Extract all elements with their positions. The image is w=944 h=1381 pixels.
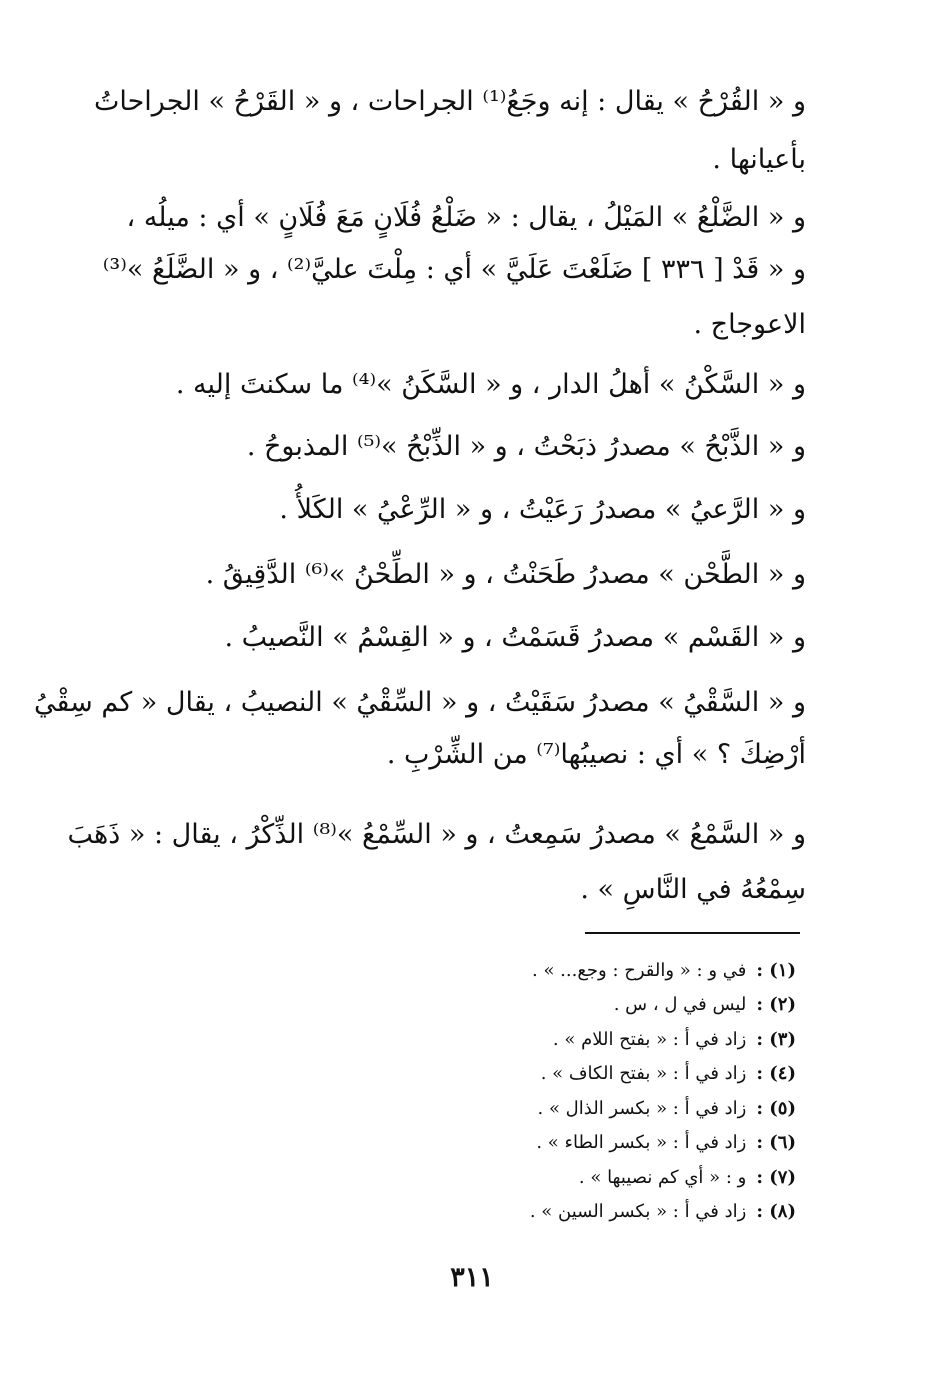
footnote xyxy=(579,1165,796,1191)
text-line: و « القُرْحُ » يقال : إنه وجَعُ⁽¹⁾ الجراحات ، و « القَرْحُ » الجراحاتُ xyxy=(93,86,806,117)
text-line: الاعوجاج . xyxy=(693,309,806,340)
text-line: بأعيانها . xyxy=(712,144,806,175)
text-line: و « القَسْم » مصدرُ قَسَمْتُ ، و « القِسْمُ » النَّصيبُ . xyxy=(224,622,806,653)
footnote-number: (٣) : xyxy=(756,1029,796,1050)
footnote xyxy=(614,992,796,1018)
footnote-number: (٨) : xyxy=(756,1201,796,1222)
footnote xyxy=(536,1130,796,1156)
footnote xyxy=(530,1199,796,1225)
footnote-number: (٥) : xyxy=(756,1098,796,1119)
footnote-number: (٢) : xyxy=(756,994,796,1015)
page-number: ٣١١ xyxy=(450,1262,494,1293)
footnote-number: (١) : xyxy=(756,960,796,981)
text-line: و « الطَّحْن » مصدرُ طَحَنْتُ ، و « الطِّحْنُ »⁽⁶⁾ الدَّقِيقُ . xyxy=(205,559,806,590)
footnote-number: (٦) : xyxy=(756,1132,796,1153)
text-line: و « الذَّبْحُ » مصدرُ ذبَحْتُ ، و « الذِّبْحُ »⁽⁵⁾ المذبوحُ . xyxy=(246,431,806,462)
footnote-text: زاد في أ : « بكسر السين » . xyxy=(529,1201,747,1222)
footnote-text: زاد في أ : « بفتح الكاف » . xyxy=(540,1063,747,1084)
text-line: أرْضِكَ ؟ » أي : نصيبُها⁽⁷⁾ من الشِّرْبِ . xyxy=(386,739,806,770)
footnote-text: زاد في أ : « بكسر الذال » . xyxy=(537,1098,747,1119)
footnote-text: زاد في أ : « بفتح اللام » . xyxy=(552,1029,747,1050)
text-line: و « السَّقْيُ » مصدرُ سَقَيْتُ ، و « السِّقْيُ » النصيبُ ، يقال « كم سِقْيُ xyxy=(34,687,806,718)
text-line: و « قَدْ [ ٣٣٦ ] ضَلَعْتَ عَلَيَّ » أي : مِلْتَ عليَّ⁽²⁾ ، و « الضَّلَعُ »⁽³⁾ xyxy=(102,254,806,285)
footnote xyxy=(553,1027,796,1053)
footnote-separator xyxy=(585,932,800,934)
footnote-number: (٤) : xyxy=(756,1063,796,1084)
text-line: و « السَّمْعُ » مصدرُ سَمِعتُ ، و « السِّمْعُ »⁽⁸⁾ الذِّكْرُ ، يقال : « ذَهَبَ xyxy=(67,819,806,850)
footnote-text: و : « أي كم نصيبها » . xyxy=(578,1167,747,1188)
footnote-text: ليس في ل ، س . xyxy=(613,994,747,1015)
footnote-text: زاد في أ : « بكسر الطاء » . xyxy=(536,1132,747,1153)
text-line: سِمْعُهُ في النَّاسِ » . xyxy=(580,874,806,905)
text-line: و « السَّكْنُ » أهلُ الدار ، و « السَّكَنُ »⁽⁴⁾ ما سكنتَ إليه . xyxy=(175,369,806,400)
footnote xyxy=(541,1061,796,1087)
text-line: و « الرَّعيُ » مصدرُ رَعَيْتُ ، و « الرِّعْيُ » الكَلأُ . xyxy=(279,494,806,525)
footnote xyxy=(538,1096,797,1122)
footnote-text: في و : « والقرح : وجع... » . xyxy=(532,960,747,981)
text-line: و « الضَّلْعُ » المَيْلُ ، يقال : « ضَلْعُ فُلَانٍ مَعَ فُلَانٍ » أي : ميلُه ، xyxy=(126,202,806,233)
footnote-number: (٧) : xyxy=(756,1167,796,1188)
footnote xyxy=(532,958,796,984)
